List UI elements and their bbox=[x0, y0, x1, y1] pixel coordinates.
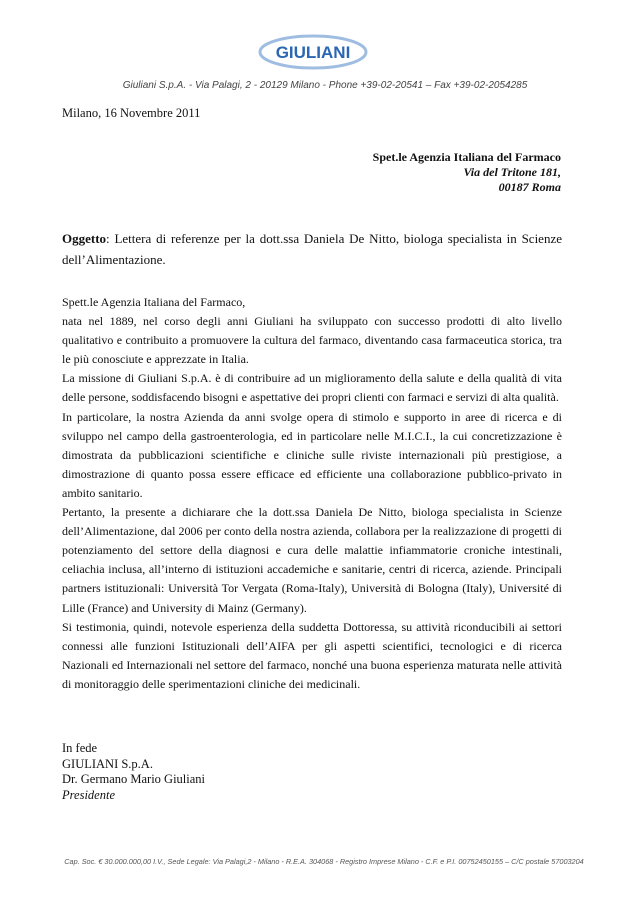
letter-body bbox=[62, 293, 562, 694]
recipient-street: Via del Tritone 181, bbox=[463, 165, 561, 179]
recipient-block bbox=[373, 150, 561, 195]
recipient-name: Spet.le Agenzia Italiana del Farmaco bbox=[372, 150, 561, 164]
signature-role: Presidente bbox=[62, 787, 115, 802]
body-paragraph: Si testimonia, quindi, notevole esperienza della suddetta Dottoressa, su attività riconducibili ai settori connessi alle funzioni Istituzionali dell’AIFA per gli aspetti scientifici, tecnologici e di ricerca Nazionali ed Internazionali nel settore del farmaco, nonché una buona esperienza maturata nelle attività di monitoraggio delle sperimentazioni cliniche dei medicinali. bbox=[62, 619, 562, 691]
letterhead-address: Giuliani S.p.A. - Via Palagi, 2 - 20129 Milano - Phone +39-02-20541 – Fax +39-02-2054285 bbox=[122, 80, 528, 91]
signature-block bbox=[62, 741, 205, 803]
giuliani-logo bbox=[258, 34, 368, 70]
footer-legal: Cap. Soc. € 30.000.000,00 I.V., Sede Legale: Via Palagi,2 - Milano - R.E.A. 304068 - Registro Imprese Milano - C.F. e P.I. 00752450155 – C/C postale 57003204 bbox=[64, 857, 584, 866]
body-paragraph: La missione di Giuliani S.p.A. è di contribuire ad un miglioramento della salute e della qualità di vita delle persone, soddisfacendo bisogni e aspettative dei propri clienti con farmaci e servizi di alta qualità. bbox=[62, 371, 562, 405]
body-paragraph: nata nel 1889, nel corso degli anni Giuliani ha sviluppato con successo prodotti di alto livello qualitativo e contribuito a promuovere la cultura del farmaco, diventando casa farmaceutica storica, tra le più conosciute e apprezzate in Italia. bbox=[62, 314, 562, 367]
body-paragraph: Pertanto, la presente a dichiarare che la dott.ssa Daniela De Nitto, biologa specialista in Scienze dell’Alimentazione, dal 2006 per conto della nostra azienda, collabora per la realizzazione di progetti di potenziamento del settore della diagnosi e cura delle malattie infiammatorie croniche intestinali, celiachia inclusa, all’interno di istituzioni accademiche e sanitarie, centri di ricerca, aziende. Principali partners istituzionali: Università Tor Vergata (Roma-Italy), Università di Bologna (Italy), Université di Lille (France) and University di Mainz (Germany). bbox=[62, 505, 562, 615]
signature-name: Dr. Germano Mario Giuliani bbox=[62, 772, 206, 786]
letter-date: Milano, 16 Novembre 2011 bbox=[62, 106, 201, 120]
logo-text: GIULIANI bbox=[275, 43, 351, 62]
closing: In fede bbox=[62, 741, 98, 755]
recipient-city: 00187 Roma bbox=[498, 180, 561, 194]
signature-company: GIULIANI S.p.A. bbox=[62, 756, 153, 771]
subject-label: Oggetto bbox=[62, 231, 107, 246]
body-paragraph: In particolare, la nostra Azienda da anni svolge opera di stimolo e supporto in aree di ricerca e di sviluppo nel campo della gastroenterologia, ed in particolare nelle M.I.C.I., la cui concretizzazione è dimostrata da pubblicazioni scientifiche e cliniche sulle riviste internazionali più prestigiose, a dimostrazione di quanto possa essere efficace ed efficiente una collaborazione pubblico-privato in ambito sanitario. bbox=[62, 409, 562, 500]
subject-text: : Lettera di referenze per la dott.ssa Daniela De Nitto, biologa specialista in Scienze dell’Alimentazione. bbox=[62, 231, 562, 267]
salutation: Spett.le Agenzia Italiana del Farmaco, bbox=[62, 295, 246, 309]
subject-line bbox=[62, 228, 562, 270]
